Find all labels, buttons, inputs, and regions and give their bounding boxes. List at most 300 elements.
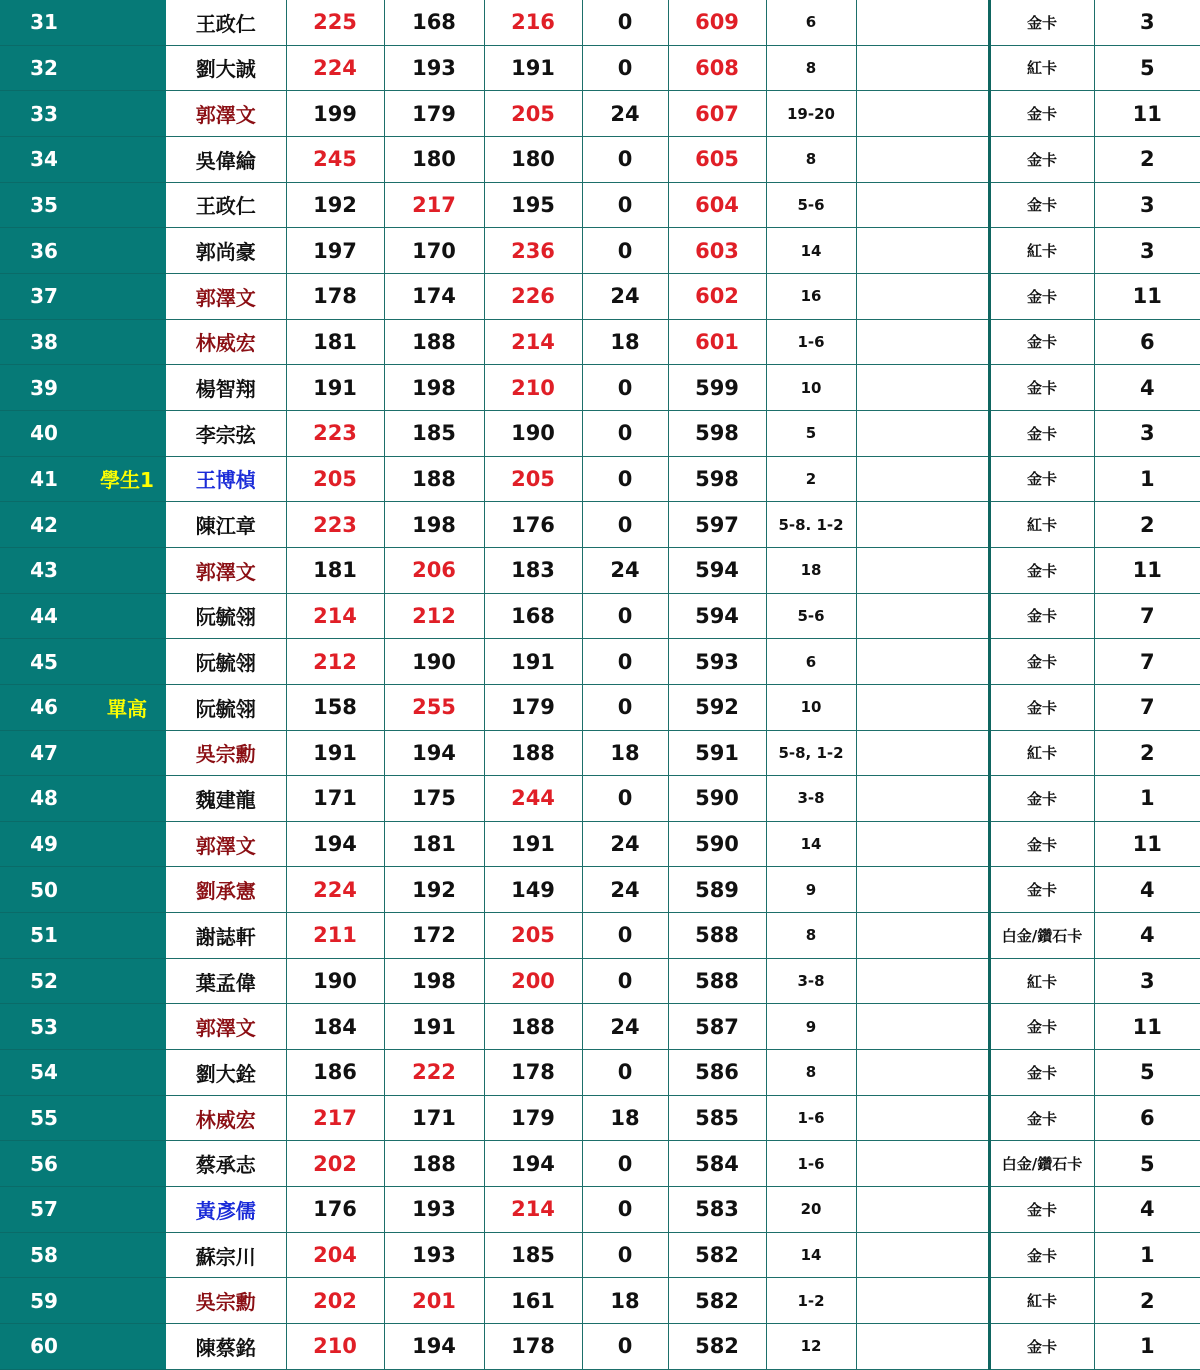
player-name: 王政仁 — [166, 0, 286, 45]
handicap: 0 — [582, 0, 668, 45]
note-cell — [88, 1004, 166, 1050]
note-cell — [88, 1324, 166, 1370]
game-2-score: 188 — [384, 319, 484, 365]
lane-number: 10 — [766, 365, 856, 411]
lane-number: 1-6 — [766, 1141, 856, 1187]
rank-cell: 57 — [0, 1187, 88, 1233]
entry-count: 1 — [1094, 1324, 1200, 1370]
table-row — [0, 821, 1200, 867]
note-cell — [88, 776, 166, 822]
total-score: 586 — [668, 1050, 766, 1096]
entry-count: 5 — [1094, 1050, 1200, 1096]
game-2-score: 198 — [384, 365, 484, 411]
game-1-score: 191 — [286, 365, 384, 411]
handicap: 18 — [582, 1095, 668, 1141]
game-1-score: 211 — [286, 913, 384, 959]
membership-card: 金卡 — [989, 1050, 1094, 1096]
game-2-score: 198 — [384, 502, 484, 548]
entry-count: 6 — [1094, 1095, 1200, 1141]
lane-number: 14 — [766, 1232, 856, 1278]
remark-cell — [856, 1095, 989, 1141]
game-3-score: 214 — [484, 1187, 582, 1233]
player-name: 魏建龍 — [166, 776, 286, 822]
player-name: 阮毓翎 — [166, 639, 286, 685]
membership-card: 金卡 — [989, 776, 1094, 822]
handicap: 0 — [582, 228, 668, 274]
game-1-score: 176 — [286, 1187, 384, 1233]
game-2-score: 194 — [384, 1324, 484, 1370]
game-1-score: 181 — [286, 547, 384, 593]
total-score: 608 — [668, 45, 766, 91]
game-1-score: 171 — [286, 776, 384, 822]
game-1-score: 181 — [286, 319, 384, 365]
lane-number: 1-2 — [766, 1278, 856, 1324]
player-name: 阮毓翎 — [166, 593, 286, 639]
membership-card: 白金/鑽石卡 — [989, 1141, 1094, 1187]
lane-number: 8 — [766, 136, 856, 182]
remark-cell — [856, 319, 989, 365]
game-3-score: 161 — [484, 1278, 582, 1324]
table-row — [0, 91, 1200, 137]
note-cell — [88, 228, 166, 274]
total-score: 594 — [668, 593, 766, 639]
total-score: 590 — [668, 776, 766, 822]
total-score: 584 — [668, 1141, 766, 1187]
note-cell — [88, 593, 166, 639]
game-3-score: 226 — [484, 273, 582, 319]
note-cell — [88, 1141, 166, 1187]
game-3-score: 216 — [484, 0, 582, 45]
total-score: 599 — [668, 365, 766, 411]
membership-card: 金卡 — [989, 182, 1094, 228]
rank-cell: 49 — [0, 821, 88, 867]
handicap: 24 — [582, 1004, 668, 1050]
game-3-score: 244 — [484, 776, 582, 822]
handicap: 18 — [582, 1278, 668, 1324]
game-3-score: 149 — [484, 867, 582, 913]
game-1-score: 245 — [286, 136, 384, 182]
note-cell — [88, 365, 166, 411]
total-score: 598 — [668, 410, 766, 456]
game-3-score: 214 — [484, 319, 582, 365]
lane-number: 3-8 — [766, 958, 856, 1004]
handicap: 24 — [582, 821, 668, 867]
player-name: 劉承憲 — [166, 867, 286, 913]
rank-cell: 37 — [0, 273, 88, 319]
lane-number: 2 — [766, 456, 856, 502]
remark-cell — [856, 136, 989, 182]
handicap: 24 — [582, 547, 668, 593]
lane-number: 8 — [766, 913, 856, 959]
rank-cell: 41 — [0, 456, 88, 502]
game-1-score: 223 — [286, 410, 384, 456]
remark-cell — [856, 91, 989, 137]
total-score: 594 — [668, 547, 766, 593]
player-name: 郭澤文 — [166, 547, 286, 593]
table-row — [0, 913, 1200, 959]
lane-number: 20 — [766, 1187, 856, 1233]
entry-count: 11 — [1094, 821, 1200, 867]
game-3-score: 183 — [484, 547, 582, 593]
game-2-score: 217 — [384, 182, 484, 228]
rank-cell: 45 — [0, 639, 88, 685]
entry-count: 1 — [1094, 1232, 1200, 1278]
game-2-score: 255 — [384, 684, 484, 730]
table-row — [0, 0, 1200, 45]
lane-number: 5-6 — [766, 593, 856, 639]
game-3-score: 179 — [484, 684, 582, 730]
remark-cell — [856, 365, 989, 411]
membership-card: 金卡 — [989, 547, 1094, 593]
remark-cell — [856, 1141, 989, 1187]
membership-card: 金卡 — [989, 365, 1094, 411]
player-name: 郭尚豪 — [166, 228, 286, 274]
table-row — [0, 45, 1200, 91]
lane-number: 5-8. 1-2 — [766, 502, 856, 548]
game-1-score: 186 — [286, 1050, 384, 1096]
player-name: 郭澤文 — [166, 91, 286, 137]
note-cell — [88, 913, 166, 959]
game-3-score: 168 — [484, 593, 582, 639]
note-cell — [88, 136, 166, 182]
note-cell — [88, 1278, 166, 1324]
note-cell — [88, 1050, 166, 1096]
table-row — [0, 684, 1200, 730]
lane-number: 18 — [766, 547, 856, 593]
game-3-score: 188 — [484, 1004, 582, 1050]
handicap: 0 — [582, 639, 668, 685]
table-row — [0, 228, 1200, 274]
entry-count: 7 — [1094, 684, 1200, 730]
rank-cell: 59 — [0, 1278, 88, 1324]
table-row — [0, 502, 1200, 548]
note-cell — [88, 1187, 166, 1233]
game-3-score: 205 — [484, 91, 582, 137]
entry-count: 2 — [1094, 502, 1200, 548]
remark-cell — [856, 45, 989, 91]
game-1-score: 217 — [286, 1095, 384, 1141]
total-score: 603 — [668, 228, 766, 274]
total-score: 582 — [668, 1278, 766, 1324]
membership-card: 金卡 — [989, 0, 1094, 45]
note-cell — [88, 410, 166, 456]
game-2-score: 172 — [384, 913, 484, 959]
game-1-score: 224 — [286, 45, 384, 91]
game-3-score: 185 — [484, 1232, 582, 1278]
table-row — [0, 365, 1200, 411]
player-name: 林威宏 — [166, 1095, 286, 1141]
membership-card: 金卡 — [989, 410, 1094, 456]
handicap: 0 — [582, 1141, 668, 1187]
handicap: 0 — [582, 502, 668, 548]
player-name: 郭澤文 — [166, 821, 286, 867]
remark-cell — [856, 273, 989, 319]
membership-card: 紅卡 — [989, 228, 1094, 274]
rank-cell: 40 — [0, 410, 88, 456]
lane-number: 8 — [766, 1050, 856, 1096]
lane-number: 19-20 — [766, 91, 856, 137]
remark-cell — [856, 684, 989, 730]
remark-cell — [856, 182, 989, 228]
table-row — [0, 639, 1200, 685]
game-2-score: 174 — [384, 273, 484, 319]
game-2-score: 193 — [384, 1187, 484, 1233]
rank-cell: 32 — [0, 45, 88, 91]
entry-count: 11 — [1094, 1004, 1200, 1050]
entry-count: 4 — [1094, 365, 1200, 411]
handicap: 24 — [582, 91, 668, 137]
entry-count: 4 — [1094, 867, 1200, 913]
game-1-score: 202 — [286, 1141, 384, 1187]
membership-card: 金卡 — [989, 867, 1094, 913]
player-name: 郭澤文 — [166, 273, 286, 319]
game-2-score: 206 — [384, 547, 484, 593]
lane-number: 16 — [766, 273, 856, 319]
player-name: 阮毓翎 — [166, 684, 286, 730]
game-2-score: 170 — [384, 228, 484, 274]
lane-number: 14 — [766, 821, 856, 867]
entry-count: 4 — [1094, 1187, 1200, 1233]
table-row — [0, 319, 1200, 365]
game-2-score: 179 — [384, 91, 484, 137]
membership-card: 金卡 — [989, 1232, 1094, 1278]
remark-cell — [856, 958, 989, 1004]
game-3-score: 200 — [484, 958, 582, 1004]
membership-card: 金卡 — [989, 273, 1094, 319]
rank-cell: 42 — [0, 502, 88, 548]
game-3-score: 188 — [484, 730, 582, 776]
handicap: 0 — [582, 776, 668, 822]
player-name: 陳蔡銘 — [166, 1324, 286, 1370]
game-2-score: 194 — [384, 730, 484, 776]
player-name: 蔡承志 — [166, 1141, 286, 1187]
game-1-score: 178 — [286, 273, 384, 319]
membership-card: 金卡 — [989, 91, 1094, 137]
handicap: 0 — [582, 45, 668, 91]
entry-count: 1 — [1094, 776, 1200, 822]
game-1-score: 223 — [286, 502, 384, 548]
rank-cell: 56 — [0, 1141, 88, 1187]
player-name: 楊智翔 — [166, 365, 286, 411]
membership-card: 金卡 — [989, 1187, 1094, 1233]
note-cell — [88, 639, 166, 685]
note-cell — [88, 273, 166, 319]
entry-count: 11 — [1094, 547, 1200, 593]
remark-cell — [856, 502, 989, 548]
total-score: 582 — [668, 1324, 766, 1370]
game-3-score: 205 — [484, 456, 582, 502]
table-row — [0, 273, 1200, 319]
membership-card: 白金/鑽石卡 — [989, 913, 1094, 959]
note-cell: 學生1 — [88, 456, 166, 502]
rank-cell: 36 — [0, 228, 88, 274]
player-name: 李宗弦 — [166, 410, 286, 456]
rank-cell: 55 — [0, 1095, 88, 1141]
game-1-score: 197 — [286, 228, 384, 274]
game-1-score: 212 — [286, 639, 384, 685]
note-cell — [88, 502, 166, 548]
game-1-score: 192 — [286, 182, 384, 228]
lane-number: 12 — [766, 1324, 856, 1370]
game-1-score: 204 — [286, 1232, 384, 1278]
rank-cell: 46 — [0, 684, 88, 730]
game-3-score: 191 — [484, 821, 582, 867]
membership-card: 紅卡 — [989, 502, 1094, 548]
remark-cell — [856, 456, 989, 502]
total-score: 589 — [668, 867, 766, 913]
game-2-score: 181 — [384, 821, 484, 867]
table-row — [0, 456, 1200, 502]
game-2-score: 222 — [384, 1050, 484, 1096]
handicap: 0 — [582, 1187, 668, 1233]
game-1-score: 194 — [286, 821, 384, 867]
total-score: 587 — [668, 1004, 766, 1050]
table-row — [0, 730, 1200, 776]
rank-cell: 43 — [0, 547, 88, 593]
rank-cell: 51 — [0, 913, 88, 959]
remark-cell — [856, 547, 989, 593]
player-name: 劉大誠 — [166, 45, 286, 91]
rank-cell: 38 — [0, 319, 88, 365]
lane-number: 3-8 — [766, 776, 856, 822]
player-name: 王政仁 — [166, 182, 286, 228]
game-2-score: 212 — [384, 593, 484, 639]
player-name: 陳江章 — [166, 502, 286, 548]
remark-cell — [856, 1278, 989, 1324]
rank-cell: 47 — [0, 730, 88, 776]
game-1-score: 158 — [286, 684, 384, 730]
rank-cell: 35 — [0, 182, 88, 228]
note-cell — [88, 547, 166, 593]
total-score: 602 — [668, 273, 766, 319]
game-2-score: 198 — [384, 958, 484, 1004]
table-row — [0, 1141, 1200, 1187]
remark-cell — [856, 867, 989, 913]
player-name: 吳宗勳 — [166, 730, 286, 776]
game-2-score: 168 — [384, 0, 484, 45]
game-1-score: 202 — [286, 1278, 384, 1324]
entry-count: 5 — [1094, 45, 1200, 91]
table-row — [0, 593, 1200, 639]
table-row — [0, 547, 1200, 593]
handicap: 0 — [582, 456, 668, 502]
membership-card: 金卡 — [989, 684, 1094, 730]
player-name: 葉孟偉 — [166, 958, 286, 1004]
entry-count: 2 — [1094, 1278, 1200, 1324]
membership-card: 紅卡 — [989, 958, 1094, 1004]
entry-count: 11 — [1094, 91, 1200, 137]
note-cell — [88, 91, 166, 137]
entry-count: 3 — [1094, 0, 1200, 45]
player-name: 劉大銓 — [166, 1050, 286, 1096]
game-3-score: 236 — [484, 228, 582, 274]
total-score: 582 — [668, 1232, 766, 1278]
table-row — [0, 136, 1200, 182]
lane-number: 1-6 — [766, 1095, 856, 1141]
remark-cell — [856, 228, 989, 274]
game-3-score: 205 — [484, 913, 582, 959]
handicap: 0 — [582, 1324, 668, 1370]
game-3-score: 210 — [484, 365, 582, 411]
game-1-score: 191 — [286, 730, 384, 776]
remark-cell — [856, 821, 989, 867]
handicap: 18 — [582, 319, 668, 365]
total-score: 609 — [668, 0, 766, 45]
game-2-score: 171 — [384, 1095, 484, 1141]
membership-card: 紅卡 — [989, 730, 1094, 776]
rank-cell: 58 — [0, 1232, 88, 1278]
handicap: 0 — [582, 958, 668, 1004]
game-2-score: 193 — [384, 1232, 484, 1278]
player-name: 郭澤文 — [166, 1004, 286, 1050]
handicap: 0 — [582, 182, 668, 228]
lane-number: 14 — [766, 228, 856, 274]
entry-count: 3 — [1094, 958, 1200, 1004]
table-row — [0, 867, 1200, 913]
note-cell: 單高 — [88, 684, 166, 730]
note-cell — [88, 958, 166, 1004]
note-cell — [88, 1095, 166, 1141]
remark-cell — [856, 639, 989, 685]
player-name: 蘇宗川 — [166, 1232, 286, 1278]
note-cell — [88, 319, 166, 365]
game-2-score: 175 — [384, 776, 484, 822]
table-row — [0, 1095, 1200, 1141]
entry-count: 6 — [1094, 319, 1200, 365]
remark-cell — [856, 1232, 989, 1278]
game-3-score: 194 — [484, 1141, 582, 1187]
membership-card: 紅卡 — [989, 45, 1094, 91]
total-score: 590 — [668, 821, 766, 867]
game-2-score: 190 — [384, 639, 484, 685]
membership-card: 金卡 — [989, 319, 1094, 365]
rank-cell: 34 — [0, 136, 88, 182]
lane-number: 5-6 — [766, 182, 856, 228]
table-row — [0, 410, 1200, 456]
total-score: 592 — [668, 684, 766, 730]
entry-count: 2 — [1094, 730, 1200, 776]
handicap: 0 — [582, 1050, 668, 1096]
lane-number: 6 — [766, 639, 856, 685]
total-score: 591 — [668, 730, 766, 776]
rank-cell: 54 — [0, 1050, 88, 1096]
note-cell — [88, 0, 166, 45]
membership-card: 金卡 — [989, 1004, 1094, 1050]
game-1-score: 214 — [286, 593, 384, 639]
handicap: 24 — [582, 273, 668, 319]
lane-number: 5-8, 1-2 — [766, 730, 856, 776]
game-2-score: 201 — [384, 1278, 484, 1324]
entry-count: 5 — [1094, 1141, 1200, 1187]
remark-cell — [856, 410, 989, 456]
entry-count: 3 — [1094, 228, 1200, 274]
game-3-score: 191 — [484, 639, 582, 685]
handicap: 0 — [582, 684, 668, 730]
note-cell — [88, 867, 166, 913]
player-name: 黃彥儒 — [166, 1187, 286, 1233]
game-3-score: 179 — [484, 1095, 582, 1141]
table-row — [0, 958, 1200, 1004]
game-1-score: 225 — [286, 0, 384, 45]
entry-count: 7 — [1094, 593, 1200, 639]
membership-card: 金卡 — [989, 456, 1094, 502]
remark-cell — [856, 0, 989, 45]
game-3-score: 180 — [484, 136, 582, 182]
table-row — [0, 1050, 1200, 1096]
rank-cell: 31 — [0, 0, 88, 45]
game-3-score: 195 — [484, 182, 582, 228]
rank-cell: 39 — [0, 365, 88, 411]
